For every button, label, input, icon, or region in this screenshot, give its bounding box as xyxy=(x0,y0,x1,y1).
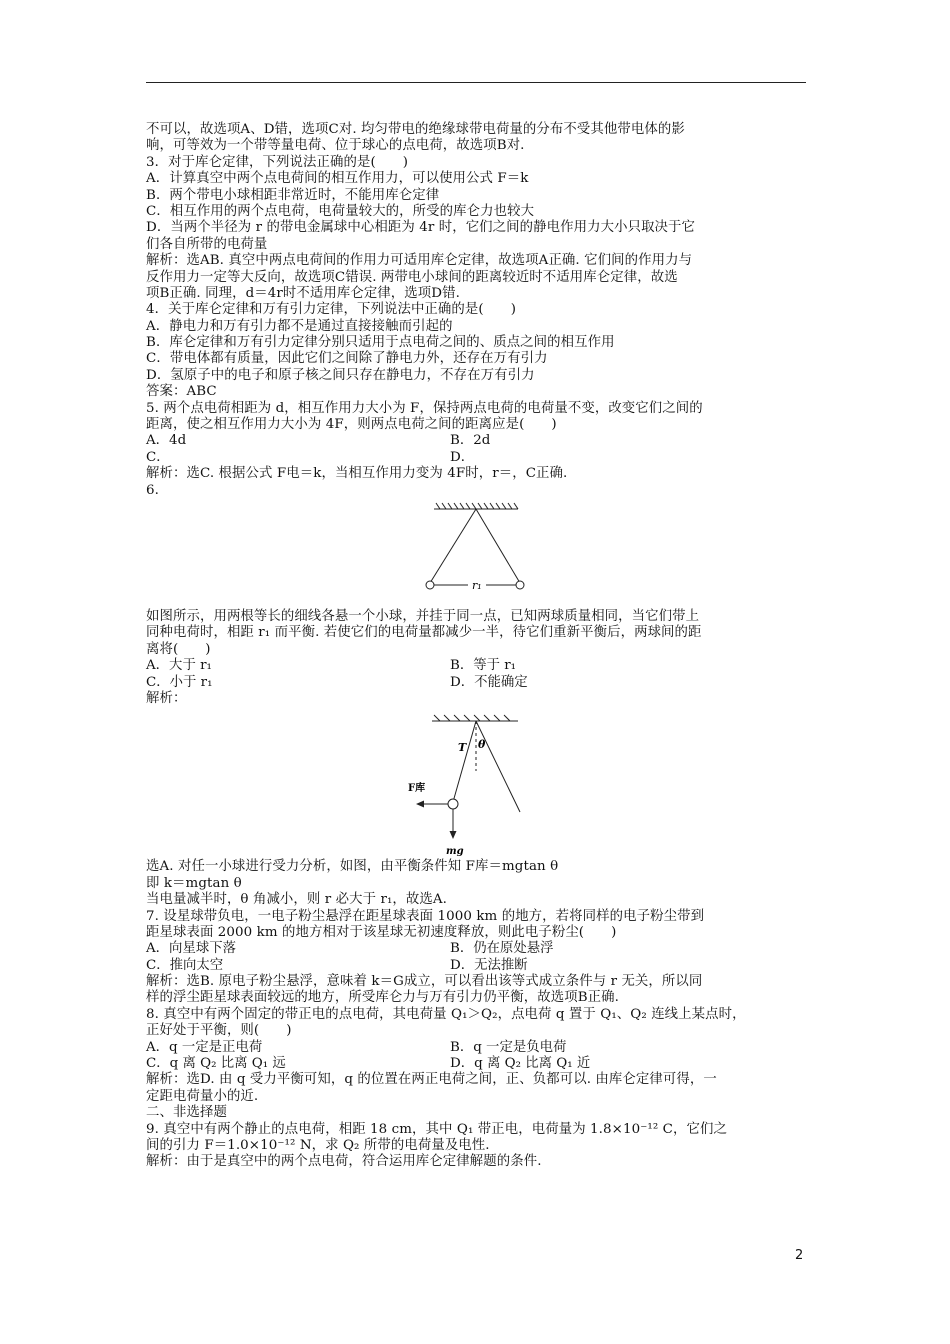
option-a: A．向星球下落 xyxy=(146,941,237,957)
analysis-line: 解析：选B. 原电子粉尘悬浮，意味着 k＝G成立，可以看出该等式成立条件与 r 无关，所以同 xyxy=(146,974,703,990)
option-line: C．带电体都有质量，因此它们之间除了静电力外，还存在万有引力 xyxy=(146,351,548,367)
question-5: 距离，使之相互作用力大小为 4F，则两点电荷之间的距离应是( ) xyxy=(146,417,557,433)
force-diagram-figure xyxy=(146,707,810,859)
question-6: 6. xyxy=(146,482,159,498)
question-3: 3．对于库仑定律，下列说法正确的是( ) xyxy=(146,154,409,170)
option-d: D．不能确定 xyxy=(450,674,528,690)
option-b: B．q 一定是负电荷 xyxy=(450,1039,567,1055)
r1-label: r₁ xyxy=(472,578,482,592)
q7-options-row xyxy=(146,958,810,974)
question-6-text: 离将( ) xyxy=(146,641,211,657)
angle-label: θ xyxy=(478,738,486,752)
right-string xyxy=(476,509,520,583)
question-9: 间的引力 F＝1.0×10⁻¹² N，求 Q₂ 所带的电荷量及电性. xyxy=(146,1137,490,1153)
option-a: A．4d xyxy=(146,433,187,449)
q6-options-row xyxy=(146,658,810,674)
option-line: B．库仑定律和万有引力定律分别只适用于点电荷之间的、质点之间的相互作用 xyxy=(146,335,615,351)
q5-options-row xyxy=(146,433,810,449)
option-line: 们各自所带的电荷量 xyxy=(146,236,268,252)
option-line: B．两个带电小球相距非常近时，不能用库仑定律 xyxy=(146,187,440,203)
question-6-text: 如图所示，用两根等长的细线各悬一个小球，并挂于同一点，已知两球质量相同，当它们带上 xyxy=(146,608,700,624)
right-string xyxy=(476,721,520,812)
analysis-line: 即 k＝mgtan θ xyxy=(146,875,242,891)
question-9: 9. 真空中有两个静止的点电荷，相距 18 cm，其中 Q₁ 带正电，电荷量为 1.8×10⁻¹² C，它们之 xyxy=(146,1121,727,1137)
text-line: 不可以，故选项A、D错，选项C对. 均匀带电的绝缘球带电荷量的分布不受其他带电体的影 xyxy=(146,122,685,137)
analysis-line: 解析：由于是真空中的两个点电荷，符合运用库仑定律解题的条件. xyxy=(146,1154,542,1170)
option-b: B．2d xyxy=(450,433,491,449)
analysis-line: 选A. 对任一小球进行受力分析，如图，由平衡条件知 F库＝mgtan θ xyxy=(146,859,559,875)
pendulum-diagram xyxy=(146,499,810,609)
option-d: D．无法推断 xyxy=(450,957,528,973)
page-content xyxy=(146,122,810,1171)
option-d: D． xyxy=(450,449,475,465)
option-line: C．相互作用的两个点电荷，电荷量较大的，所受的库仑力也较大 xyxy=(146,203,535,219)
ball xyxy=(448,799,458,809)
analysis-line: 项B正确. 同理，d＝4r时不适用库仑定律，选项D错. xyxy=(146,285,460,301)
option-b: B．仍在原处悬浮 xyxy=(450,941,554,957)
question-8: 8. 真空中有两个固定的带正电的点电荷，其电荷量 Q₁＞Q₂，点电荷 q 置于 Q₁、Q₂ 连线上某点时， xyxy=(146,1006,746,1022)
analysis-line: 解析：选D. 由 q 受力平衡可知，q 的位置在两正电荷之间，正、负都可以. 由库仑定律可得，一 xyxy=(146,1072,717,1088)
text-line: 响，可等效为一个带等量电荷、位于球心的点电荷，故选项B对. xyxy=(146,138,525,154)
option-c: C．q 离 Q₂ 比离 Q₁ 远 xyxy=(146,1056,286,1072)
analysis-line: 样的浮尘距星球表面较远的地方，所受库仑力与万有引力仍平衡，故选项B正确. xyxy=(146,990,619,1006)
q5-options-row xyxy=(146,450,810,466)
force-diagram xyxy=(146,707,810,859)
analysis-line: 反作用力一定等大反向，故选项C错误. 两带电小球间的距离较近时不适用库仑定律，故选 xyxy=(146,269,678,285)
q8-options-row xyxy=(146,1040,810,1056)
option-line: A．计算真空中两个点电荷间的相互作用力，可以使用公式 F＝k xyxy=(146,171,529,187)
tension-label: T xyxy=(458,741,467,755)
left-ball xyxy=(426,581,434,589)
option-line: D．当两个半径为 r 的带电金属球中心相距为 4r 时，它们之间的静电作用力大小只取决于它 xyxy=(146,220,696,236)
option-a: A．大于 r₁ xyxy=(146,658,212,674)
arrowhead-down xyxy=(450,831,457,839)
right-ball xyxy=(516,581,524,589)
left-string xyxy=(453,721,476,802)
option-c: C．小于 r₁ xyxy=(146,674,213,690)
option-a: A．q 一定是正电荷 xyxy=(146,1039,263,1055)
section-heading: 二、非选择题 xyxy=(146,1105,227,1121)
coulomb-force-label: F库 xyxy=(408,783,426,795)
question-7: 7. 设星球带负电，一电子粉尘悬浮在距星球表面 1000 km 的地方，若将同样的电子粉尘带到 xyxy=(146,908,705,924)
analysis-label: 解析： xyxy=(146,690,187,706)
left-string xyxy=(430,509,476,583)
option-line: D．氢原子中的电子和原子核之间只存在静电力，不存在万有引力 xyxy=(146,367,535,383)
option-b: B．等于 r₁ xyxy=(450,658,517,674)
header-rule xyxy=(146,82,806,83)
question-8: 正好处于平衡，则( ) xyxy=(146,1023,292,1039)
option-line: A．静电力和万有引力都不是通过直接接触而引起的 xyxy=(146,318,453,334)
question-5: 5. 两个点电荷相距为 d，相互作用力大小为 F，保持两点电荷的电荷量不变，改变它们之间的 xyxy=(146,400,703,416)
question-7: 距星球表面 2000 km 的地方相对于该星球无初速度释放，则此电子粉尘( ) xyxy=(146,924,617,940)
option-d: D．q 离 Q₂ 比离 Q₁ 近 xyxy=(450,1056,591,1072)
analysis-line: 解析：选C. 根据公式 F电＝k，当相互作用力变为 4F时，r＝，C正确. xyxy=(146,466,568,482)
question-4: 4．关于库仑定律和万有引力定律，下列说法中正确的是( ) xyxy=(146,302,517,318)
answer-line: 答案：ABC xyxy=(146,384,217,400)
q8-options-row xyxy=(146,1056,810,1072)
arrowhead-left xyxy=(416,801,424,808)
text-block-a xyxy=(146,122,810,433)
analysis-line: 解析：选AB. 真空中两点电荷间的作用力可适用库仑定律，故选项A正确. 它们间的作用力与 xyxy=(146,253,693,269)
weight-label: mg xyxy=(446,846,464,858)
analysis-line: 定距电荷量小的近. xyxy=(146,1088,259,1104)
q7-options-row xyxy=(146,941,810,957)
option-c: C． xyxy=(146,449,170,465)
page-number: 2 xyxy=(795,1248,804,1263)
q6-options-row xyxy=(146,675,810,691)
option-c: C．推向太空 xyxy=(146,957,224,973)
pendulum-figure xyxy=(146,499,810,609)
analysis-line: 当电量减半时，θ 角减小，则 r 必大于 r₁，故选A. xyxy=(146,892,448,908)
question-6-text: 同种电荷时，相距 r₁ 而平衡. 若使它们的电荷量都减少一半，待它们重新平衡后，两球间的距 xyxy=(146,625,702,641)
